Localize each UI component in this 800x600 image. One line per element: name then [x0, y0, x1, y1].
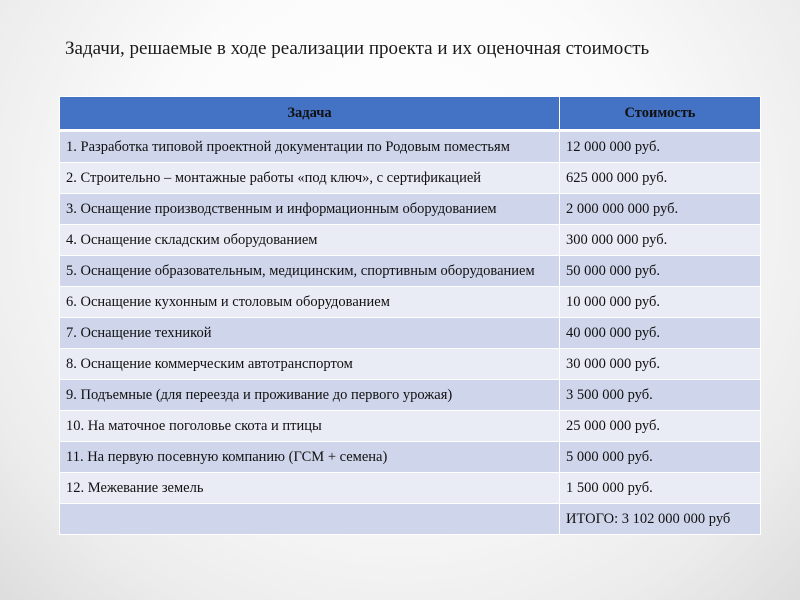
table-row	[60, 442, 761, 473]
cost-cell: 300 000 000 руб.	[560, 225, 761, 256]
cost-cell: 12 000 000 руб.	[560, 131, 761, 163]
table-row	[60, 194, 761, 225]
cost-cell: 10 000 000 руб.	[560, 287, 761, 318]
task-cell: 4. Оснащение складским оборудованием	[60, 225, 560, 256]
cost-cell: 2 000 000 000 руб.	[560, 194, 761, 225]
task-cell: 9. Подъемные (для переезда и проживание до первого урожая)	[60, 380, 560, 411]
task-cell: 1. Разработка типовой проектной документации по Родовым поместьям	[60, 131, 560, 163]
total-label-cell	[60, 504, 560, 535]
task-cell: 10. На маточное поголовье скота и птицы	[60, 411, 560, 442]
task-cell: 6. Оснащение кухонным и столовым оборудованием	[60, 287, 560, 318]
header-task: Задача	[60, 97, 560, 131]
cost-cell: 40 000 000 руб.	[560, 318, 761, 349]
task-cell: 12. Межевание земель	[60, 473, 560, 504]
cost-table	[59, 96, 761, 535]
cost-cell: 5 000 000 руб.	[560, 442, 761, 473]
cost-cell: 50 000 000 руб.	[560, 256, 761, 287]
task-cell: 8. Оснащение коммерческим автотранспортом	[60, 349, 560, 380]
table-row	[60, 411, 761, 442]
table-row	[60, 380, 761, 411]
task-cell: 11. На первую посевную компанию (ГСМ + семена)	[60, 442, 560, 473]
task-cell: 3. Оснащение производственным и информационным оборудованием	[60, 194, 560, 225]
task-cell: 2. Строительно – монтажные работы «под ключ», с сертификацией	[60, 163, 560, 194]
table-row	[60, 256, 761, 287]
task-cell: 5. Оснащение образовательным, медицинским, спортивным оборудованием	[60, 256, 560, 287]
table-row	[60, 131, 761, 163]
total-cost-cell: ИТОГО: 3 102 000 000 руб	[560, 504, 761, 535]
cost-cell: 30 000 000 руб.	[560, 349, 761, 380]
slide-title: Задачи, решаемые в ходе реализации проекта и их оценочная стоимость	[65, 38, 650, 59]
cost-cell: 1 500 000 руб.	[560, 473, 761, 504]
table-header-row	[60, 97, 761, 131]
cost-cell: 3 500 000 руб.	[560, 380, 761, 411]
task-cell: 7. Оснащение техникой	[60, 318, 560, 349]
cost-cell: 625 000 000 руб.	[560, 163, 761, 194]
table-row	[60, 163, 761, 194]
header-cost: Стоимость	[560, 97, 761, 131]
table-row	[60, 349, 761, 380]
table-row	[60, 225, 761, 256]
table-row	[60, 473, 761, 504]
total-row	[60, 504, 761, 535]
cost-cell: 25 000 000 руб.	[560, 411, 761, 442]
table-row	[60, 318, 761, 349]
table-row	[60, 287, 761, 318]
